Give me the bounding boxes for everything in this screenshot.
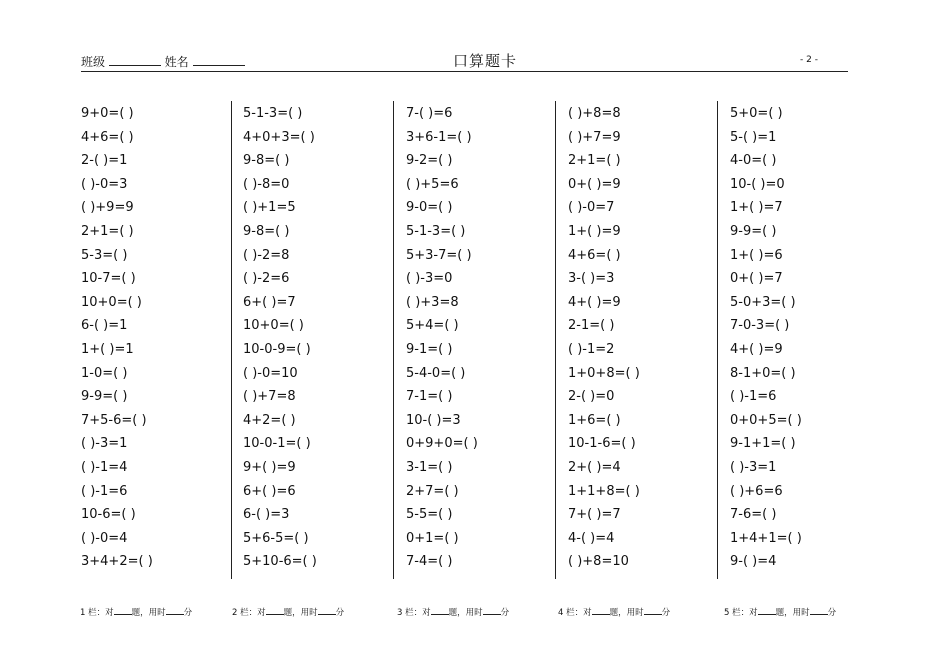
math-problem: 7-0-3=( ) bbox=[730, 318, 790, 334]
math-problem: 6+( )=7 bbox=[243, 294, 296, 310]
math-problem: 4+( )=9 bbox=[730, 341, 783, 357]
minutes-label: 分 bbox=[661, 608, 671, 618]
math-problem: ( )+3=8 bbox=[406, 294, 459, 310]
score-line bbox=[397, 606, 509, 618]
math-problem: 4-0=( ) bbox=[730, 153, 777, 169]
math-problem: 10-6=( ) bbox=[81, 507, 136, 523]
score-label: 3 栏：对 bbox=[397, 608, 431, 618]
math-problem: ( )-1=4 bbox=[81, 459, 128, 475]
math-problem: 6-( )=1 bbox=[81, 318, 128, 334]
student-info bbox=[81, 53, 245, 70]
math-problem: ( )-0=4 bbox=[81, 530, 128, 546]
correct-count-blank[interactable] bbox=[114, 606, 132, 615]
math-problem: ( )+6=6 bbox=[730, 483, 783, 499]
math-problem: 5-0+3=( ) bbox=[730, 294, 796, 310]
class-label: 班级 bbox=[81, 55, 106, 69]
math-problem: ( )-1=6 bbox=[730, 389, 777, 405]
math-problem: ( )-3=1 bbox=[81, 436, 128, 452]
correct-count-blank[interactable] bbox=[592, 606, 610, 615]
math-problem: 9-0=( ) bbox=[406, 200, 453, 216]
math-problem: ( )+1=5 bbox=[243, 200, 296, 216]
math-problem: ( )-8=0 bbox=[243, 176, 290, 192]
math-problem: 7-( )=6 bbox=[406, 106, 453, 121]
math-problem: 2-( )=0 bbox=[568, 389, 615, 405]
score-line bbox=[724, 606, 836, 618]
math-problem: 1+( )=1 bbox=[81, 341, 134, 357]
column-divider bbox=[555, 101, 556, 579]
math-problem: 5+10-6=( ) bbox=[243, 554, 317, 570]
math-problem: 1+6=( ) bbox=[568, 412, 621, 428]
column-divider bbox=[393, 101, 394, 579]
correct-count-blank[interactable] bbox=[758, 606, 776, 615]
minutes-label: 分 bbox=[500, 608, 510, 618]
header-rule bbox=[81, 71, 848, 72]
time-blank[interactable] bbox=[483, 606, 501, 615]
math-problem: 4+( )=9 bbox=[568, 294, 621, 310]
math-problem: 5-1-3=( ) bbox=[406, 223, 466, 239]
math-problem: 0+( )=9 bbox=[568, 176, 621, 192]
math-problem: 7+( )=7 bbox=[568, 507, 621, 523]
correct-count-blank[interactable] bbox=[431, 606, 449, 615]
column-divider bbox=[717, 101, 718, 579]
score-label: 4 栏：对 bbox=[558, 608, 592, 618]
math-problem: ( )+8=8 bbox=[568, 106, 621, 121]
problem-column-3 bbox=[406, 106, 546, 578]
math-problem: 1+( )=7 bbox=[730, 200, 783, 216]
math-problem: 10-7=( ) bbox=[81, 271, 136, 287]
problem-column-5 bbox=[730, 106, 870, 578]
math-problem: 5-3=( ) bbox=[81, 247, 128, 263]
math-problem: 1-0=( ) bbox=[81, 365, 128, 381]
math-problem: 3+6-1=( ) bbox=[406, 129, 472, 145]
math-problem: ( )+5=6 bbox=[406, 176, 459, 192]
math-problem: 4-( )=4 bbox=[568, 530, 615, 546]
math-problem: 9-8=( ) bbox=[243, 223, 290, 239]
math-problem: 7-4=( ) bbox=[406, 554, 453, 570]
math-problem: 7+5-6=( ) bbox=[81, 412, 147, 428]
minutes-label: 分 bbox=[827, 608, 837, 618]
math-problem: ( )-0=10 bbox=[243, 365, 298, 381]
math-problem: ( )-3=1 bbox=[730, 459, 777, 475]
math-problem: ( )+7=9 bbox=[568, 129, 621, 145]
time-label: 题，用时 bbox=[609, 608, 644, 618]
math-problem: 5+3-7=( ) bbox=[406, 247, 472, 263]
math-problem: 1+( )=9 bbox=[568, 223, 621, 239]
page-number: - 2 - bbox=[800, 55, 818, 65]
math-problem: 2-( )=1 bbox=[81, 153, 128, 169]
time-label: 题，用时 bbox=[448, 608, 483, 618]
score-label: 5 栏：对 bbox=[724, 608, 758, 618]
math-problem: 0+9+0=( ) bbox=[406, 436, 478, 452]
math-problem: 7-1=( ) bbox=[406, 389, 453, 405]
math-problem: 9-2=( ) bbox=[406, 153, 453, 169]
math-problem: 9-9=( ) bbox=[730, 223, 777, 239]
math-problem: 9-1+1=( ) bbox=[730, 436, 796, 452]
math-problem: 4+2=( ) bbox=[243, 412, 296, 428]
score-line bbox=[232, 606, 344, 618]
math-problem: 10-1-6=( ) bbox=[568, 436, 636, 452]
time-label: 题，用时 bbox=[283, 608, 318, 618]
math-problem: ( )-1=2 bbox=[568, 341, 615, 357]
math-problem: 5-( )=1 bbox=[730, 129, 777, 145]
score-label: 2 栏：对 bbox=[232, 608, 266, 618]
math-problem: ( )-0=7 bbox=[568, 200, 615, 216]
correct-count-blank[interactable] bbox=[266, 606, 284, 615]
math-problem: 5+0=( ) bbox=[730, 106, 783, 121]
math-problem: 4+6=( ) bbox=[568, 247, 621, 263]
math-problem: 5-5=( ) bbox=[406, 507, 453, 523]
math-problem: 10-( )=0 bbox=[730, 176, 785, 192]
math-problem: 2-1=( ) bbox=[568, 318, 615, 334]
math-problem: 2+( )=4 bbox=[568, 459, 621, 475]
name-label: 姓名 bbox=[164, 55, 189, 69]
time-blank[interactable] bbox=[318, 606, 336, 615]
math-problem: 5-1-3=( ) bbox=[243, 106, 303, 121]
math-problem: ( )+8=10 bbox=[568, 554, 629, 570]
time-blank[interactable] bbox=[810, 606, 828, 615]
math-problem: 8-1+0=( ) bbox=[730, 365, 796, 381]
math-problem: 2+1=( ) bbox=[568, 153, 621, 169]
math-problem: ( )-2=6 bbox=[243, 271, 290, 287]
math-problem: ( )-3=0 bbox=[406, 271, 453, 287]
math-problem: 5+4=( ) bbox=[406, 318, 459, 334]
math-problem: 0+0+5=( ) bbox=[730, 412, 802, 428]
math-problem: 4+6=( ) bbox=[81, 129, 134, 145]
math-problem: 1+0+8=( ) bbox=[568, 365, 640, 381]
column-divider bbox=[231, 101, 232, 579]
math-problem: ( )-2=8 bbox=[243, 247, 290, 263]
class-blank[interactable] bbox=[109, 54, 161, 66]
name-blank[interactable] bbox=[193, 54, 245, 66]
math-problem: 4+0+3=( ) bbox=[243, 129, 315, 145]
math-problem: ( )+7=8 bbox=[243, 389, 296, 405]
math-problem: 3-1=( ) bbox=[406, 459, 453, 475]
problem-column-2 bbox=[243, 106, 383, 578]
math-problem: 10-( )=3 bbox=[406, 412, 461, 428]
page-title: 口算题卡 bbox=[453, 52, 518, 70]
minutes-label: 分 bbox=[183, 608, 193, 618]
math-problem: 7-6=( ) bbox=[730, 507, 777, 523]
score-label: 1 栏：对 bbox=[80, 608, 114, 618]
math-problem: 9-1=( ) bbox=[406, 341, 453, 357]
math-problem: ( )+9=9 bbox=[81, 200, 134, 216]
math-problem: 0+( )=7 bbox=[730, 271, 783, 287]
math-problem: 10+0=( ) bbox=[243, 318, 304, 334]
math-problem: 0+1=( ) bbox=[406, 530, 459, 546]
math-problem: ( )-0=3 bbox=[81, 176, 128, 192]
problem-column-1 bbox=[81, 106, 221, 578]
math-problem: 1+1+8=( ) bbox=[568, 483, 640, 499]
math-problem: 10-0-9=( ) bbox=[243, 341, 311, 357]
math-problem: 9-( )=4 bbox=[730, 554, 777, 570]
math-problem: 10-0-1=( ) bbox=[243, 436, 311, 452]
score-line bbox=[558, 606, 670, 618]
time-blank[interactable] bbox=[166, 606, 184, 615]
math-problem: 6+( )=6 bbox=[243, 483, 296, 499]
math-problem: 1+( )=6 bbox=[730, 247, 783, 263]
problem-column-4 bbox=[568, 106, 708, 578]
time-blank[interactable] bbox=[644, 606, 662, 615]
math-problem: 6-( )=3 bbox=[243, 507, 290, 523]
math-problem: 9+0=( ) bbox=[81, 106, 134, 121]
math-problem: 5-4-0=( ) bbox=[406, 365, 466, 381]
minutes-label: 分 bbox=[335, 608, 345, 618]
math-problem: 9-8=( ) bbox=[243, 153, 290, 169]
time-label: 题，用时 bbox=[775, 608, 810, 618]
math-problem: 2+7=( ) bbox=[406, 483, 459, 499]
math-problem: 9-9=( ) bbox=[81, 389, 128, 405]
worksheet-header bbox=[81, 50, 848, 72]
math-problem: 9+( )=9 bbox=[243, 459, 296, 475]
math-problem: 2+1=( ) bbox=[81, 223, 134, 239]
math-problem: 1+4+1=( ) bbox=[730, 530, 802, 546]
math-problem: 10+0=( ) bbox=[81, 294, 142, 310]
math-problem: 5+6-5=( ) bbox=[243, 530, 309, 546]
math-problem: ( )-1=6 bbox=[81, 483, 128, 499]
math-problem: 3+4+2=( ) bbox=[81, 554, 153, 570]
score-line bbox=[80, 606, 192, 618]
math-problem: 3-( )=3 bbox=[568, 271, 615, 287]
time-label: 题，用时 bbox=[131, 608, 166, 618]
